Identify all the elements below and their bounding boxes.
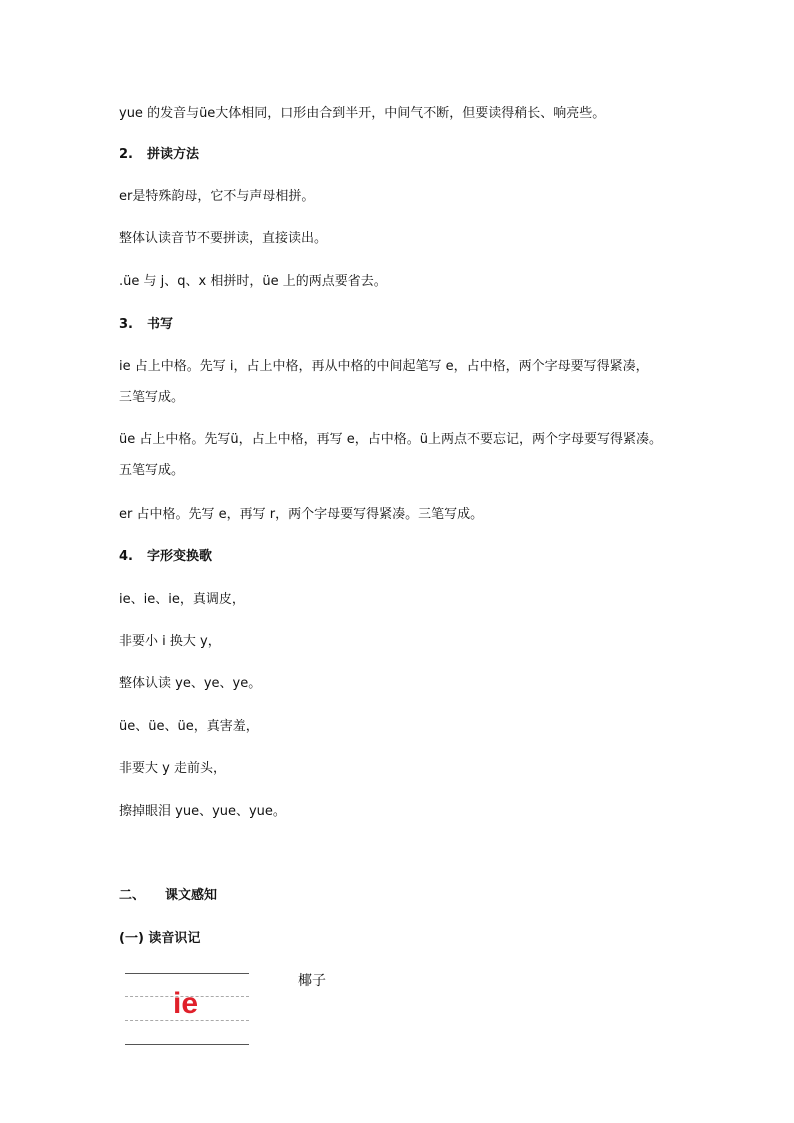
heading-2 (119, 146, 199, 164)
heading-number: 2. (119, 147, 133, 162)
grid-bottom-line (125, 1044, 249, 1045)
heading-number: 3. (119, 317, 133, 332)
song-line-6: 擦掉眼泪 yue、yue、yue。 (119, 804, 286, 819)
text-line-2: er是特殊韵母，它不与声母相拼。 (119, 189, 315, 204)
text-line-1: yue 的发音与üe大体相同，口形由合到半开，中间气不断，但要读得稍长、响亮些。 (119, 106, 606, 121)
text-line-4: .üe 与 j、q、x 相拼时，üe 上的两点要省去。 (119, 274, 387, 289)
grid-pinyin-letters: ie (173, 987, 199, 1020)
text-line-5: ie 占上中格。先写 i，占上中格，再从中格的中间起笔写 e，占中格，两个字母要写得紧凑， (119, 359, 649, 374)
heading-text: 书写 (147, 317, 174, 332)
text-line-9: er 占中格。先写 e，再写 r，两个字母要写得紧凑。三笔写成。 (119, 507, 484, 522)
text-line-8: 五笔写成。 (119, 463, 185, 478)
song-line-1: ie、ie、ie，真调皮， (119, 592, 245, 607)
song-line-3: 整体认读 ye、ye、ye。 (119, 676, 262, 691)
subsection-heading-1: (一) 读音识记 (119, 931, 201, 946)
heading-4 (119, 548, 212, 566)
song-line-2: 非要小 i 换大 y， (119, 634, 221, 649)
section-text: 课文感知 (165, 888, 218, 903)
heading-text: 拼读方法 (147, 147, 200, 162)
example-word: 椰子 (298, 973, 326, 989)
text-line-3: 整体认读音节不要拼读，直接读出。 (119, 231, 328, 246)
song-line-4: üe、üe、üe，真害羞， (119, 719, 259, 734)
section-heading-2 (119, 887, 217, 905)
text-line-6: 三笔写成。 (119, 390, 185, 405)
heading-text: 字形变换歌 (147, 549, 213, 564)
heading-number: 4. (119, 549, 133, 564)
heading-3 (119, 316, 173, 334)
grid-top-line (125, 973, 249, 974)
text-line-7: üe 占上中格。先写ü，占上中格，再写 e，占中格。ü上两点不要忘记，两个字母要写得紧凑。 (119, 432, 662, 447)
song-line-5: 非要大 y 走前头， (119, 761, 226, 776)
section-number: 二、 (119, 888, 146, 903)
pinyin-writing-grid (125, 973, 249, 1047)
